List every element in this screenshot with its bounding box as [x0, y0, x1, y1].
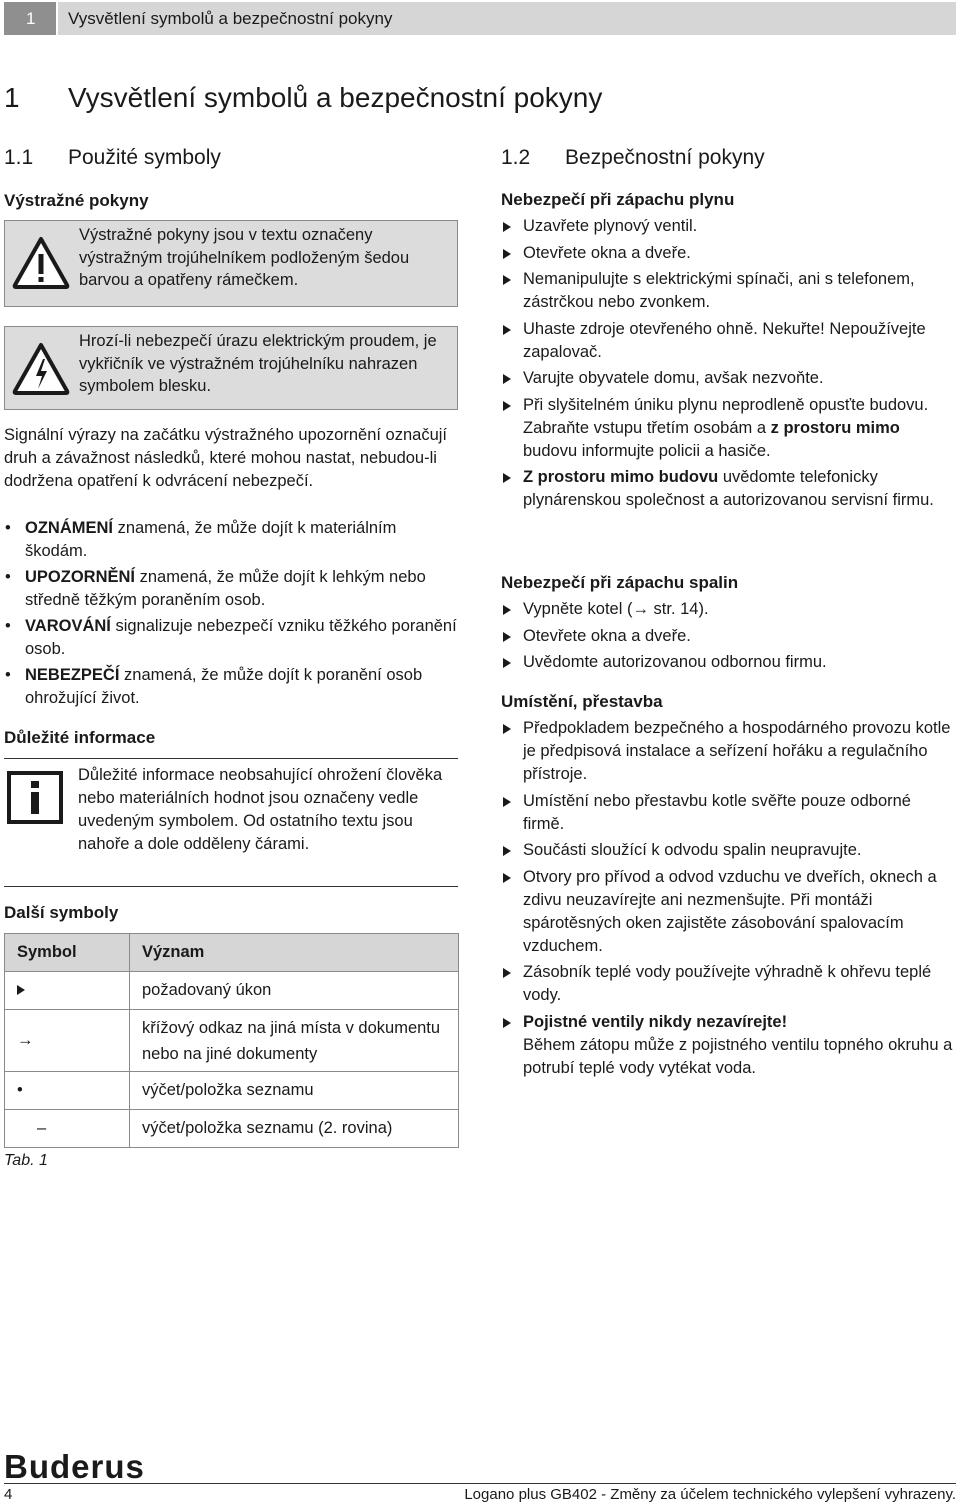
bold-part: Pojistné ventily nikdy nezavírejte!	[523, 1012, 788, 1031]
header-chapter-number: 1	[4, 2, 56, 35]
signal-words-list	[4, 517, 460, 713]
text-part: Vypněte kotel (	[523, 600, 633, 618]
table-cell-meaning: požadovaný úkon	[130, 972, 459, 1010]
list-item	[501, 466, 956, 512]
table-cell-symbol	[5, 972, 130, 1010]
list-item	[501, 394, 956, 463]
table-cell-meaning: výčet/položka seznamu (2. rovina)	[130, 1110, 459, 1148]
bold-part: Z prostoru mimo budovu	[523, 468, 719, 486]
warning-box-electric-text: Hrozí-li nebezpečí úrazu elektrickým proudem, je vykřičník ve výstražném trojúhelníku nahrazen symbolem blesku.	[79, 332, 437, 395]
list-item: Otevřete okna a dveře.	[501, 242, 956, 265]
table-caption: Tab. 1	[4, 1152, 48, 1169]
symbols-table	[4, 933, 459, 1148]
divider-bottom	[4, 886, 458, 887]
list-item: Otevřete okna a dveře.	[501, 625, 956, 648]
list-item: Uzavřete plynový ventil.	[501, 215, 956, 238]
table-row	[5, 1110, 459, 1148]
text-part: uvědomte telefonicky plynárenskou společnost a autorizovanou servisní firmu.	[523, 468, 934, 509]
important-info-heading: Důležité informace	[4, 728, 156, 747]
warnings-heading: Výstražné pokyny	[4, 191, 149, 210]
signal-words-paragraph: Signální výrazy na začátku výstražného upozornění označují druh a závažnost následků, které mohou nastat, nebudou-li dodržena opatření k odvrácení nebezpečí.	[4, 426, 448, 490]
list-item: Umístění nebo přestavbu kotle svěřte pouze odborné firmě.	[501, 790, 956, 836]
list-item: Varujte obyvatele domu, avšak nezvoňte.	[501, 367, 956, 390]
signal-text: znamená, že může dojít k materiálním škodám.	[25, 519, 397, 560]
chapter-number: 1	[4, 82, 20, 113]
list-item: Otvory pro přívod a odvod vzduchu ve dveřích, oknech a zdivu neuzavírejte ani nezmenšujte. Při montáži spárotěsných oken zajistěte zásobování spalovacím vzduchem.	[501, 866, 956, 958]
table-cell-symbol: →	[5, 1010, 130, 1072]
signal-term: NEBEZPEČÍ	[25, 666, 120, 684]
buderus-logo: Buderus	[4, 1448, 145, 1485]
warning-box-general-text: Výstražné pokyny jsou v textu označeny výstražným trojúhelníkem podloženým šedou barvou a opatřeny rámečkem.	[79, 226, 410, 289]
list-item: Předpokladem bezpečného a hospodárného provozu kotle je předpisová instalace a seřízení hořáku a regulačního přístroje.	[501, 717, 956, 786]
list-item: Uhaste zdroje otevřeného ohně. Nekuřte! Nepoužívejte zapalovač.	[501, 318, 956, 364]
text-part: str. 14).	[648, 600, 709, 618]
table-cell-meaning: výčet/položka seznamu	[130, 1072, 459, 1110]
warning-box-general	[4, 220, 458, 307]
gas-smell-list	[501, 215, 956, 516]
list-item: Zásobník teplé vody používejte výhradně k ohřevu teplé vody.	[501, 961, 956, 1007]
list-item	[4, 566, 460, 612]
footer-product-text: Logano plus GB402 - Změny za účelem technického vylepšení vyhrazeny.	[464, 1486, 956, 1503]
important-info-text: Důležité informace neobsahující ohrožení člověka nebo materiálních hodnot jsou označeny vedle uvedeným symbolem. Od ostatního textu jsou nahoře a dole odděleny čárami.	[78, 766, 443, 853]
text-part: budovu informujte policii a hasiče.	[523, 441, 771, 460]
table-header-row	[5, 934, 459, 972]
action-arrow-icon	[17, 985, 25, 995]
section-1-2-title	[501, 144, 765, 172]
signal-text: znamená, že může dojít k lehkým nebo středně těžkým poraněním osob.	[25, 568, 426, 609]
signal-term: VAROVÁNÍ	[25, 617, 111, 635]
table-header-meaning: Význam	[130, 934, 459, 972]
gas-smell-heading: Nebezpečí při zápachu plynu	[501, 190, 735, 209]
footer-divider	[4, 1483, 956, 1484]
placement-list	[501, 717, 956, 1083]
flue-smell-heading: Nebezpečí při zápachu spalin	[501, 573, 739, 592]
section-1-1-number: 1.1	[4, 146, 34, 169]
placement-heading: Umístění, přestavba	[501, 692, 663, 711]
list-item	[4, 517, 460, 563]
signal-text: signalizuje nebezpečí vzniku těžkého poranění osob.	[25, 617, 457, 658]
table-header-symbol: Symbol	[5, 934, 130, 972]
electric-warning-triangle-icon	[11, 341, 71, 397]
signal-text: znamená, že může dojít k poranění osob ohrožující život.	[25, 666, 423, 707]
table-cell-symbol: •	[5, 1072, 130, 1110]
warning-box-electric	[4, 326, 458, 410]
text-part: Při slyšitelném úniku plynu neprodleně opusťte budovu. Zabraňte vstupu třetím osobám a	[523, 395, 929, 437]
chapter-title-text: Vysvětlení symbolů a bezpečnostní pokyny	[68, 82, 603, 113]
section-1-1-title-text: Použité symboly	[68, 146, 221, 169]
bold-part: z prostoru mimo	[770, 418, 900, 437]
list-item: Nemanipulujte s elektrickými spínači, ani s telefonem, zástrčkou nebo zvonkem.	[501, 268, 956, 314]
signal-term: UPOZORNĚNÍ	[25, 568, 136, 586]
text-part: Během zátopu může z pojistného ventilu topného okruhu a potrubí teplé vody vytékat voda.	[523, 1035, 953, 1077]
other-symbols-heading: Další symboly	[4, 903, 119, 922]
chapter-title	[4, 80, 602, 116]
list-item	[4, 615, 460, 661]
cross-reference-arrow-icon: →	[632, 600, 649, 618]
flue-smell-list	[501, 598, 956, 678]
header-chapter-title: Vysvětlení symbolů a bezpečnostní pokyny	[58, 2, 956, 35]
list-item: Uvědomte autorizovanou odbornou firmu.	[501, 651, 956, 674]
list-item: Součásti sloužící k odvodu spalin neupravujte.	[501, 839, 956, 862]
table-row	[5, 972, 459, 1010]
info-icon	[7, 771, 63, 824]
table-row	[5, 1010, 459, 1072]
table-cell-symbol: –	[5, 1110, 130, 1148]
section-1-2-title-text: Bezpečnostní pokyny	[565, 146, 765, 169]
section-1-1-title	[4, 144, 221, 172]
list-item	[4, 664, 460, 710]
signal-term: OZNÁMENÍ	[25, 519, 113, 537]
table-row	[5, 1072, 459, 1110]
table-cell-meaning: křížový odkaz na jiná místa v dokumentu nebo na jiné dokumenty	[130, 1010, 459, 1072]
page-number: 4	[4, 1486, 13, 1503]
warning-triangle-icon	[11, 235, 71, 291]
list-item	[501, 598, 956, 621]
divider-top	[4, 758, 458, 759]
list-item	[501, 1011, 956, 1080]
section-1-2-number: 1.2	[501, 146, 531, 169]
